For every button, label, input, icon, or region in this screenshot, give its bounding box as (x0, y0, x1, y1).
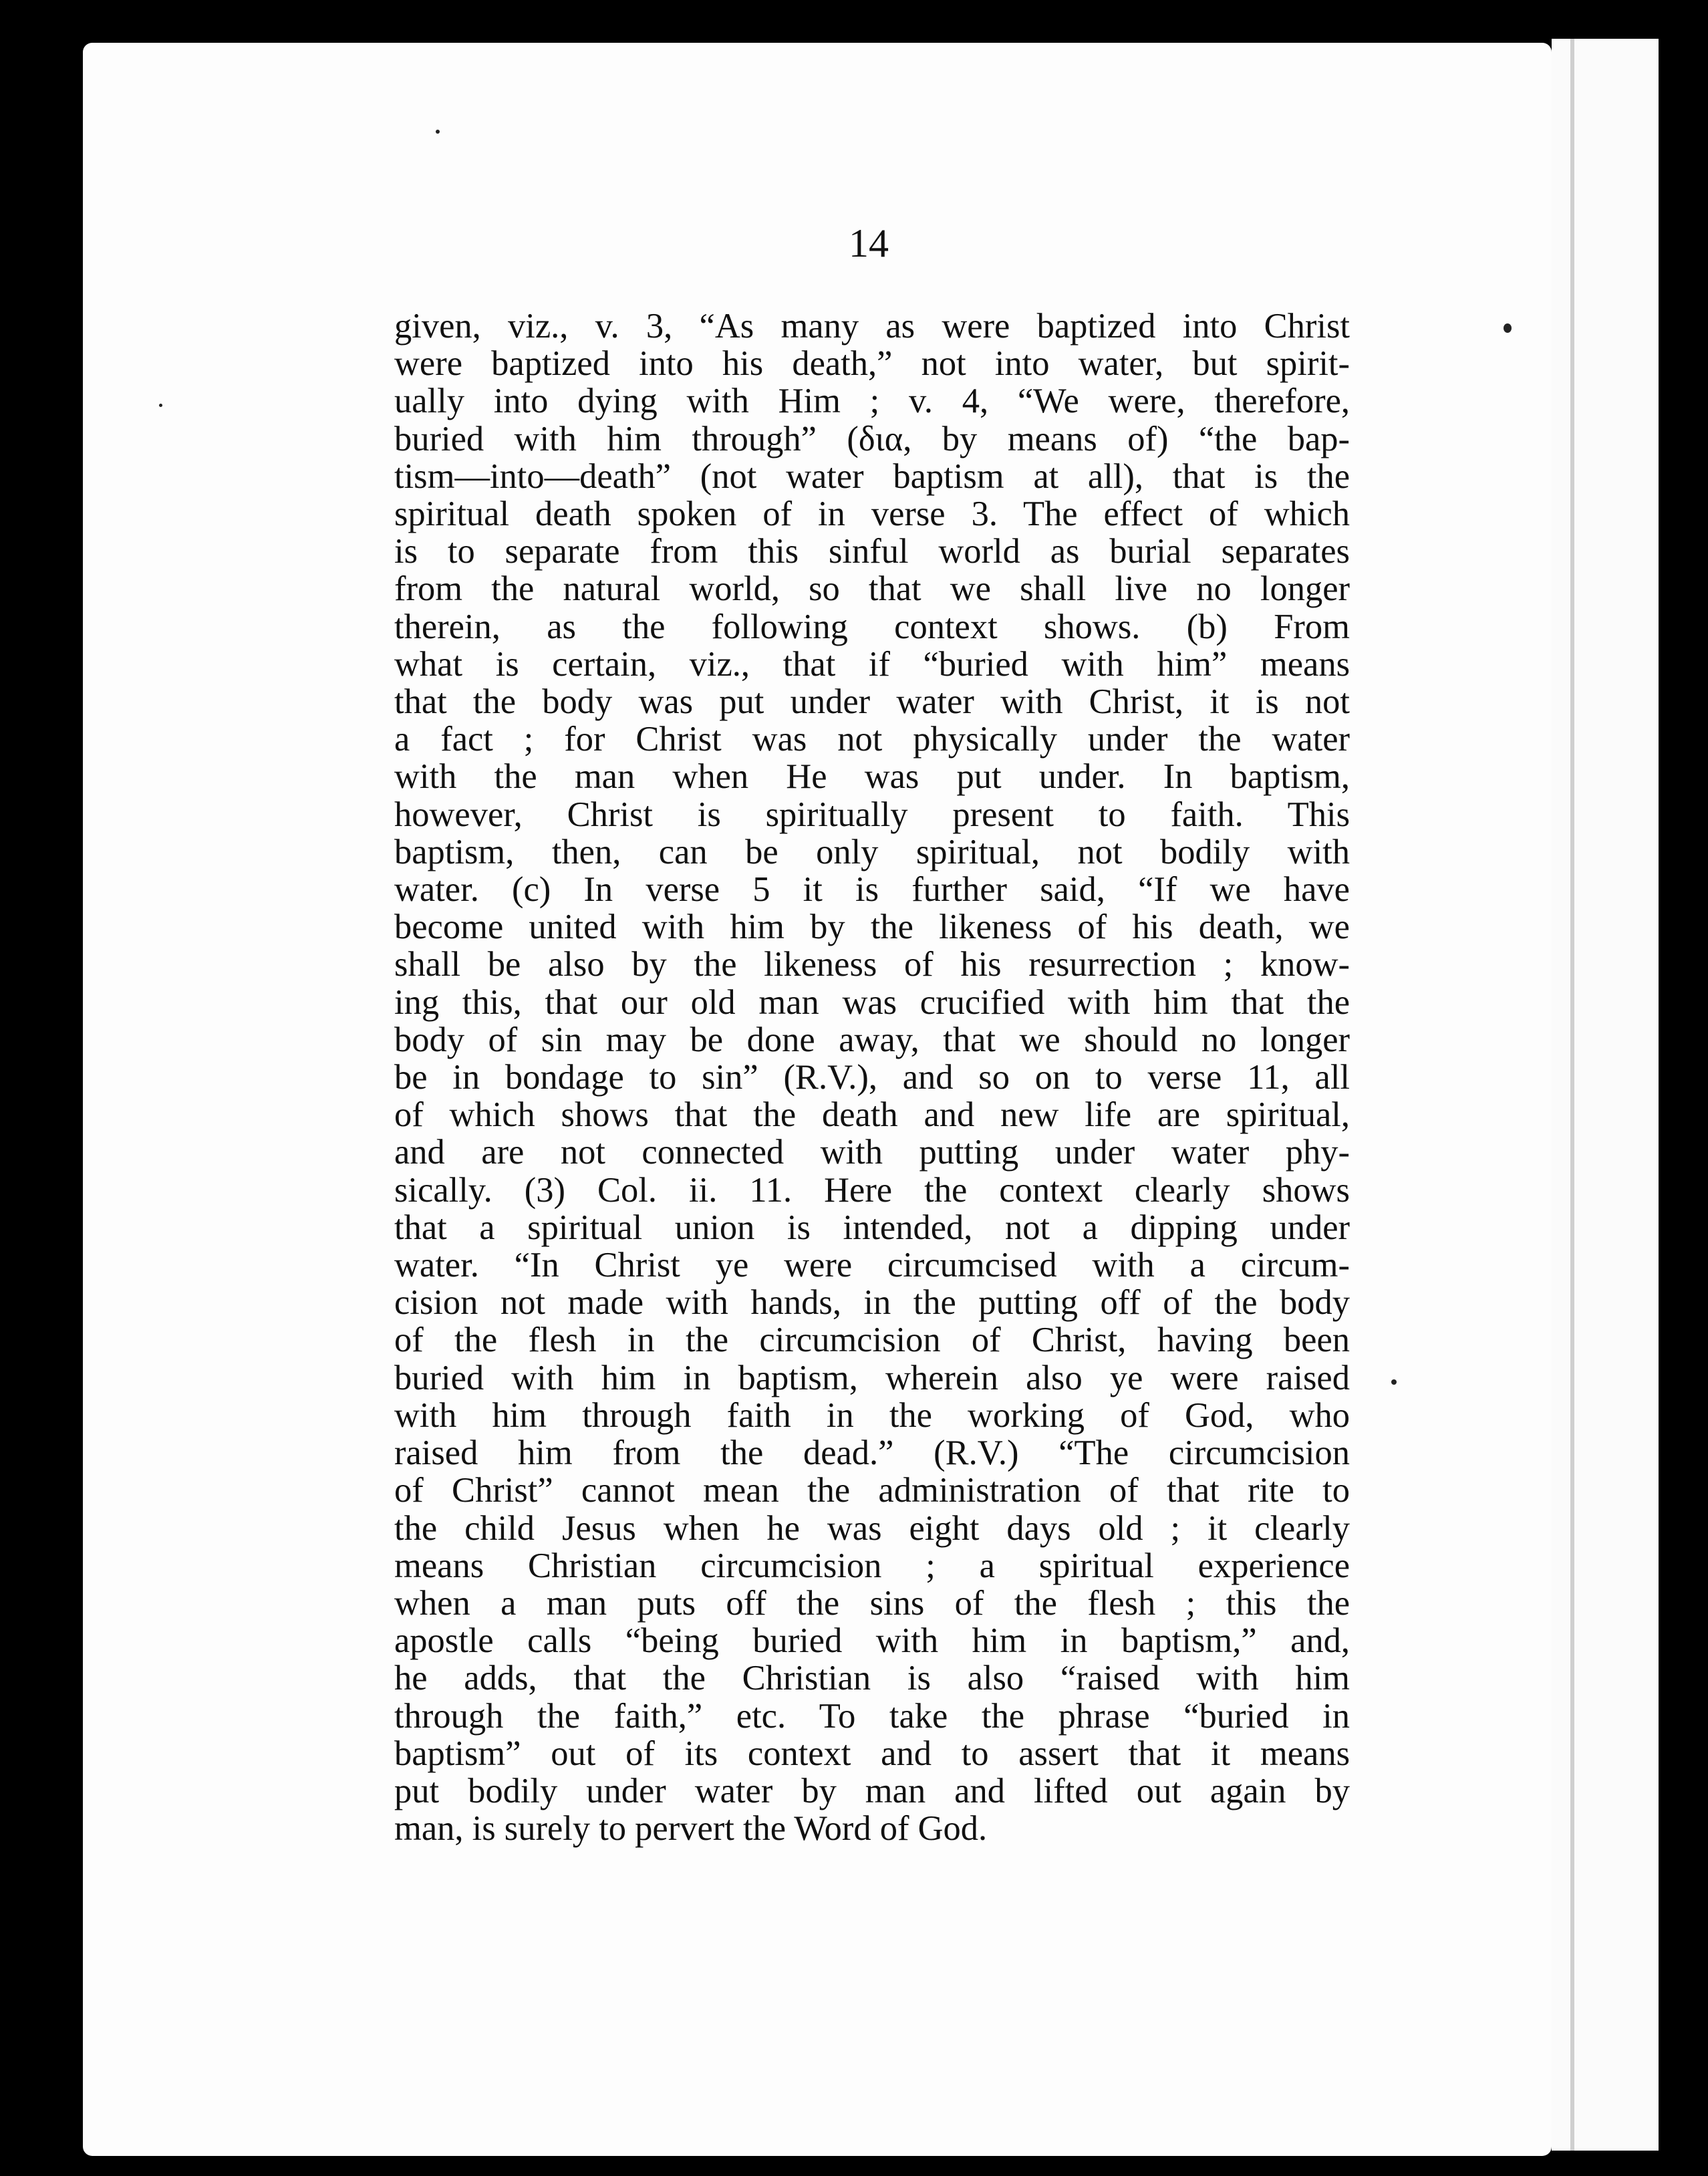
text-line: of Christ” cannot mean the administration of that rite to (394, 1471, 1350, 1510)
text-line: man, is surely to pervert the Word of God. (394, 1809, 988, 1849)
text-line: sically. (3) Col. ii. 11. Here the context clearly shows (394, 1170, 1350, 1210)
text-line: ually into dying with Him ; v. 4, “We were, therefore, (394, 382, 1350, 421)
text-line: when a man puts off the sins of the flesh ; this the (394, 1583, 1350, 1623)
text-line: he adds, that the Christian is also “raised with him (394, 1659, 1350, 1698)
text-line: become united with him by the likeness of his death, we (394, 908, 1350, 947)
body-text (394, 307, 1350, 1847)
text-line: buried with him through” (δια, by means of) “the bap- (394, 419, 1350, 458)
text-line: a fact ; for Christ was not physically under the water (394, 720, 1350, 759)
text-line: what is certain, viz., that if “buried with him” means (394, 644, 1350, 684)
text-line: that the body was put under water with Christ, it is not (394, 682, 1350, 722)
text-line: cision not made with hands, in the putting off of the body (394, 1283, 1350, 1323)
page-number: 14 (849, 221, 889, 265)
text-line: of which shows that the death and new life are spiritual, (394, 1095, 1350, 1135)
text-line: ing this, that our old man was crucified with him that the (394, 982, 1350, 1022)
text-line: the child Jesus when he was eight days old ; it clearly (394, 1508, 1350, 1548)
text-line: of the flesh in the circumcision of Christ, having been (394, 1321, 1350, 1360)
text-line: baptism” out of its context and to assert that it means (394, 1734, 1350, 1773)
text-line: and are not connected with putting under water phy- (394, 1133, 1350, 1172)
text-line: through the faith,” etc. To take the phrase “buried in (394, 1696, 1350, 1736)
text-line: given, viz., v. 3, “As many as were baptized into Christ (394, 307, 1350, 346)
text-line: water. (c) In verse 5 it is further said, “If we have (394, 870, 1350, 910)
text-line: that a spiritual union is intended, not a dipping under (394, 1208, 1350, 1247)
text-line: from the natural world, so that we shall live no longer (394, 569, 1350, 609)
text-line: shall be also by the likeness of his resurrection ; know- (394, 945, 1350, 984)
margin-speck (1391, 1379, 1397, 1385)
text-line: raised him from the dead.” (R.V.) “The circumcision (394, 1434, 1350, 1473)
text-line: with the man when He was put under. In baptism, (394, 757, 1350, 797)
page-fold-line (1570, 39, 1574, 2151)
text-line: were baptized into his death,” not into water, but spirit- (394, 344, 1350, 384)
margin-mark (1504, 323, 1512, 333)
text-line: tism—into—death” (not water baptism at all), that is the (394, 456, 1350, 496)
text-line: be in bondage to sin” (R.V.), and so on to verse 11, all (394, 1058, 1350, 1097)
text-line: spiritual death spoken of in verse 3. The effect of which (394, 495, 1350, 534)
text-line: with him through faith in the working of God, who (394, 1395, 1350, 1435)
adjacent-page-edge (1552, 39, 1659, 2151)
text-line: body of sin may be done away, that we should no longer (394, 1020, 1350, 1059)
margin-speck (436, 130, 440, 134)
text-line: is to separate from this sinful world as burial separates (394, 532, 1350, 571)
text-line: buried with him in baptism, wherein also ye were raised (394, 1358, 1350, 1397)
margin-speck (159, 404, 162, 407)
text-line: therein, as the following context shows. (b) From (394, 607, 1350, 646)
text-line: means Christian circumcision ; a spiritual experience (394, 1546, 1350, 1585)
text-line: baptism, then, can be only spiritual, not bodily with (394, 832, 1350, 871)
text-line: put bodily under water by man and lifted out again by (394, 1771, 1350, 1810)
text-line: water. “In Christ ye were circumcised with a circum- (394, 1246, 1350, 1285)
text-line: apostle calls “being buried with him in baptism,” and, (394, 1621, 1350, 1661)
text-line: however, Christ is spiritually present to faith. This (394, 795, 1350, 834)
